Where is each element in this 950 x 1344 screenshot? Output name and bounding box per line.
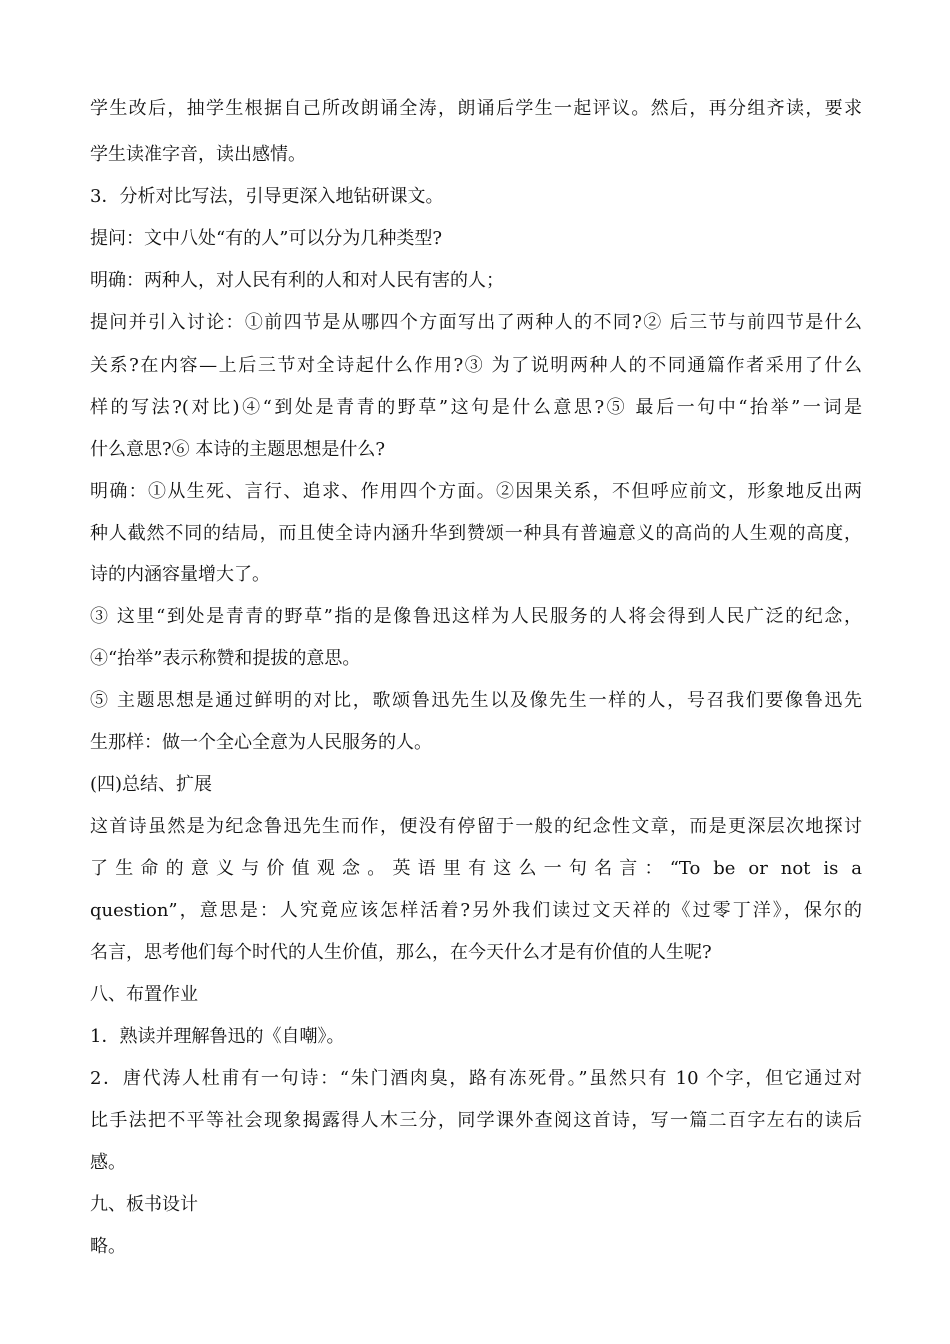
paragraph-line: 明确：两种人，对人民有利的人和对人民有害的人； bbox=[90, 270, 504, 291]
paragraph-line: 提问：文中八处“有的人”可以分为几种类型? bbox=[90, 228, 443, 249]
paragraph-line: ⑤ 主题思想是通过鲜明的对比，歌颂鲁迅先生以及像先生一样的人，号召我们要像鲁迅先 bbox=[90, 690, 862, 711]
paragraph-line: 什么意思?⑥ 本诗的主题思想是什么? bbox=[90, 439, 386, 460]
paragraph-line: 学生读准字音，读出感情。 bbox=[90, 144, 306, 165]
paragraph-line: 比手法把不平等社会现象揭露得人木三分，同学课外查阅这首诗，写一篇二百字左右的读后 bbox=[90, 1110, 862, 1131]
paragraph-line: 关系?在内容—上后三节对全诗起什么作用?③ 为了说明两种人的不同通篇作者采用了什么 bbox=[90, 355, 862, 376]
paragraph-line: question”，意思是：人究竟应该怎样活着?另外我们读过文天祥的《过零丁洋》，保尔的 bbox=[90, 900, 862, 921]
paragraph-line: 了生命的意义与价值观念。英语里有这么一句名言：“To be or not is a bbox=[90, 858, 862, 879]
paragraph-line: 这首诗虽然是为纪念鲁迅先生而作，便没有停留于一般的纪念性文章，而是更深层次地探讨 bbox=[90, 816, 862, 837]
paragraph-line: 3．分析对比写法，引导更深入地钻研课文。 bbox=[90, 186, 444, 207]
section-heading: 八、布置作业 bbox=[90, 984, 198, 1005]
section-heading: (四)总结、扩展 bbox=[90, 774, 213, 795]
paragraph-line: 样的写法?(对比)④“到处是青青的野草”这句是什么意思?⑤ 最后一句中“抬举”一词是 bbox=[90, 397, 862, 418]
paragraph-line: 种人截然不同的结局，而且使全诗内涵升华到赞颂一种具有普遍意义的高尚的人生观的高度， bbox=[90, 523, 862, 544]
paragraph-line: ③ 这里“到处是青青的野草”指的是像鲁迅这样为人民服务的人将会得到人民广泛的纪念， bbox=[90, 606, 862, 627]
paragraph-line: 诗的内涵容量增大了。 bbox=[90, 564, 270, 585]
paragraph-line: 提问并引入讨论：①前四节是从哪四个方面写出了两种人的不同?② 后三节与前四节是什么 bbox=[90, 312, 862, 333]
paragraph-line: 学生改后，抽学生根据自己所改朗诵全涛，朗诵后学生一起评议。然后，再分组齐读，要求 bbox=[90, 98, 862, 119]
list-item: 1．熟读并理解鲁迅的《自嘲》。 bbox=[90, 1026, 345, 1047]
list-item: 2．唐代涛人杜甫有一句诗：“朱门酒肉臭，路有冻死骨。”虽然只有 10 个字，但它通过对 bbox=[90, 1068, 862, 1089]
paragraph-line: 感。 bbox=[90, 1152, 126, 1173]
paragraph-line: 名言，思考他们每个时代的人生价值，那么，在今天什么才是有价值的人生呢? bbox=[90, 942, 712, 963]
paragraph-line: 略。 bbox=[90, 1236, 126, 1257]
paragraph-line: 生那样：做一个全心全意为人民服务的人。 bbox=[90, 732, 432, 753]
section-heading: 九、板书设计 bbox=[90, 1194, 198, 1215]
paragraph-line: ④“抬举”表示称赞和提拔的意思。 bbox=[90, 648, 361, 669]
paragraph-line: 明确：①从生死、言行、追求、作用四个方面。②因果关系，不但呼应前文，形象地反出两 bbox=[90, 481, 862, 502]
